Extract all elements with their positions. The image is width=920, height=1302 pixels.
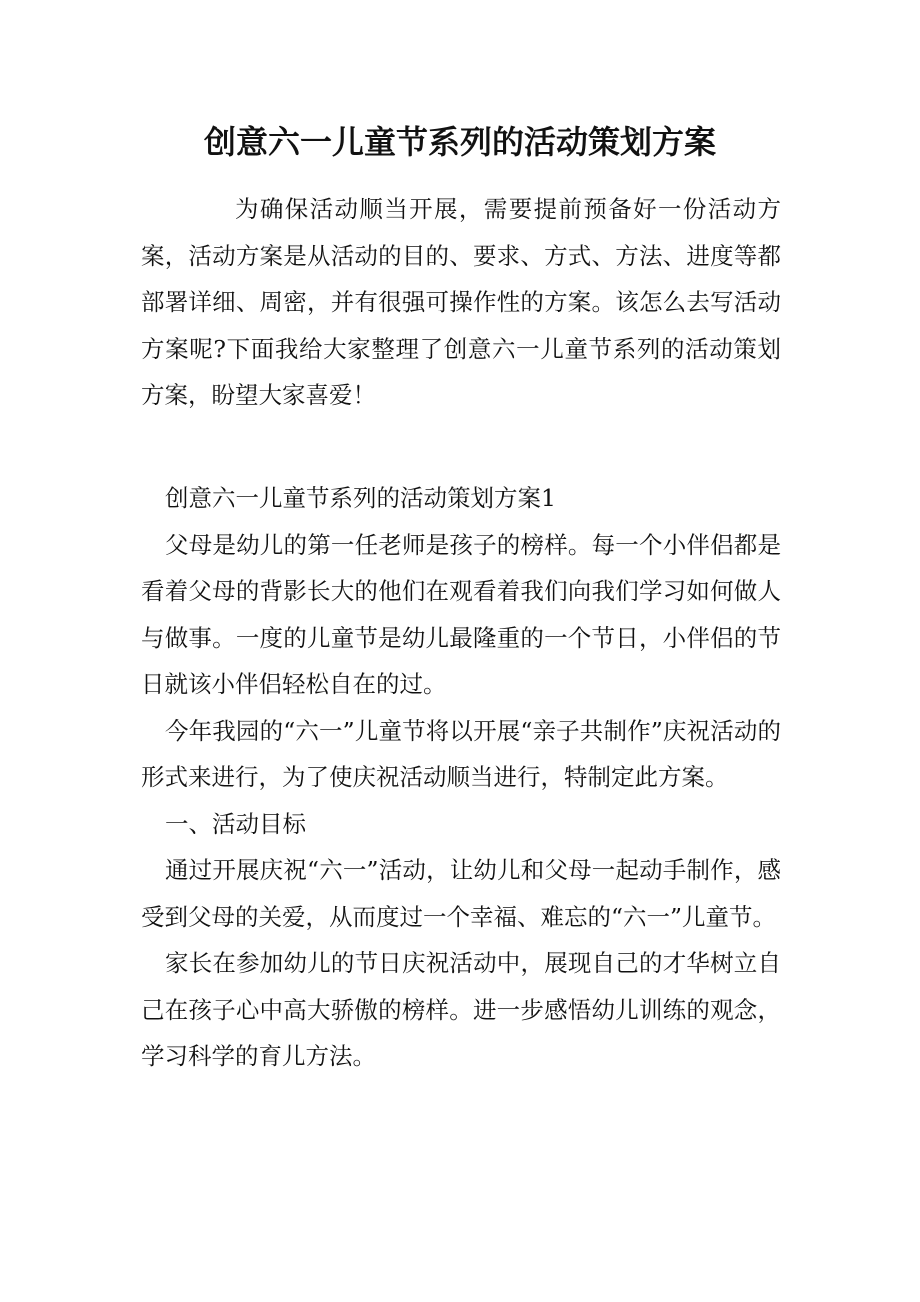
paragraph-activity-form: 今年我园的“六一”儿童节将以开展“亲子共制作”庆祝活动的形式来进行，为了使庆祝活动顺当进行，特制定此方案。: [141, 716, 781, 791]
section-heading: 创意六一儿童节系列的活动策划方案1: [165, 484, 556, 512]
paragraph-goal-one: 通过开展庆祝“六一”活动，让幼儿和父母一起动手制作，感受到父母的关爱，从而度过一个幸福、难忘的“六一”儿童节。: [141, 856, 781, 931]
heading-activity-goals: 一、活动目标: [165, 809, 306, 838]
intro-block: [141, 186, 781, 419]
paragraph-parents-role: 父母是幼儿的第一任老师是孩子的榜样。每一个小伴侣都是看着父母的背影长大的他们在观看着我们向我们学习如何做人与做事。一度的儿童节是幼儿最隆重的一个节日，小伴侣的节日就该小伴侣轻松自在的过。: [141, 530, 781, 698]
section-block: [141, 475, 781, 1080]
intro-paragraph: 为确保活动顺当开展，需要提前预备好一份活动方案，活动方案是从活动的目的、要求、方式、方法、进度等都部署详细、周密，并有很强可操作性的方案。该怎么去写活动方案呢?下面我给大家整理了创意六一儿童节系列的活动策划方案，盼望大家喜爱！: [141, 195, 781, 409]
document-title: 创意六一儿童节系列的活动策划方案: [203, 123, 716, 161]
paragraph-goal-two: 家长在参加幼儿的节日庆祝活动中，展现自己的才华树立自己在孩子心中高大骄傲的榜样。进一步感悟幼儿训练的观念，学习科学的育儿方法。: [141, 949, 781, 1070]
